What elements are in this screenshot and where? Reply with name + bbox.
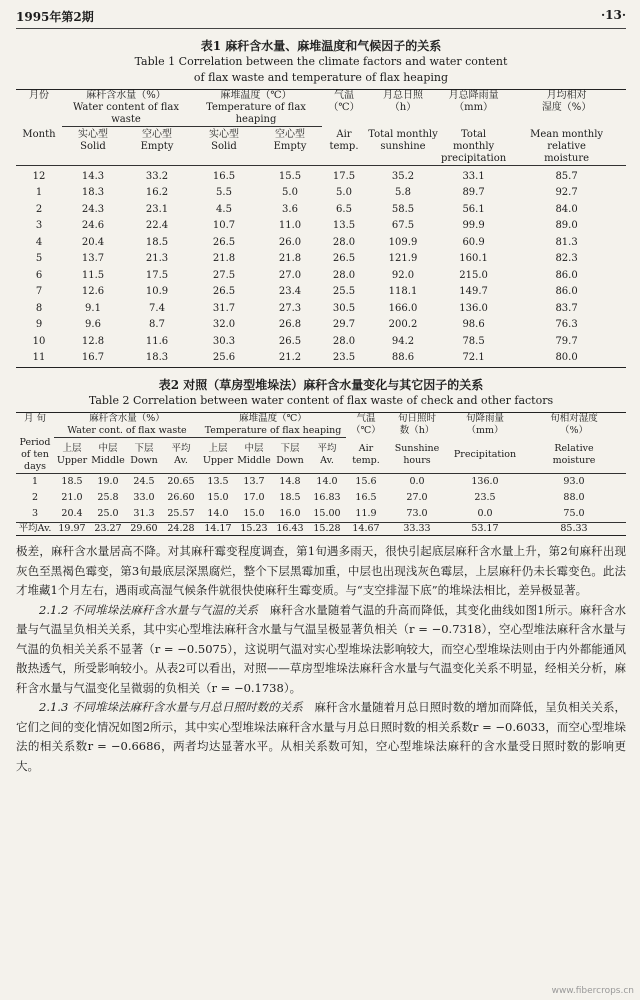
t1-cell: 18.5 [145,236,169,248]
table2-caption-zh: 表2 对照（草房型堆垛法）麻秆含水量变化与其它因子的关系 [158,377,484,392]
t1-head-temp-zh: 麻堆温度（℃） [220,90,292,101]
t1-head-empty-2: 空心型 Empty [258,127,322,166]
table2-average-row [16,523,626,536]
t1-cell: 23.1 [145,203,169,215]
t1-cell: 121.9 [388,253,418,265]
t2-cell: 25.57 [167,508,195,519]
t1-row [16,301,626,318]
t1-head-water-zh: 麻秆含水量（%） [86,90,166,101]
t1-cell: 11.0 [278,220,302,232]
t1-cell: 79.7 [555,335,578,347]
t1-cell: 84.0 [555,203,578,215]
t2-avg-cell: 53.17 [448,523,522,536]
t1-cell: 11 [32,352,46,364]
t2-cell: 27.0 [406,492,428,503]
t1-head-solid-2: 实心型 Solid [190,127,258,166]
t1-cell: 109.9 [388,236,418,248]
t2-head-down-1: 下层 Down [126,437,162,474]
t1-cell: 56.1 [462,203,485,215]
t2-avg-cell: 24.28 [162,523,200,536]
t1-head-empty-1: 空心型 Empty [124,127,190,166]
t2-head-upper-2: 上层 Upper [200,437,236,474]
t1-row [16,251,626,268]
t2-cell: 16.0 [279,508,301,519]
t2-avg-cell: 15.28 [308,523,346,536]
section-2-1-2-text: 麻秆含水量随着气温的升高而降低，其变化曲线如图1所示。麻秆含水量与气温呈负相关关系，其中实心型堆法麻秆含水量与气温呈极显著负相关（r = −0.7318），空心型堆法麻秆含水量与气温的负相关关系不显著（r = −0.5075），这说明气温对实心型堆垛法影响较大，而空心型堆垛法则由于内外都能通风散热透气，所受影响较小。从表2可以看出，对照——草房型堆垛法麻秆含水量与气温变化关系不明显，经相关分析，麻秆含水量与气温变化呈微弱的负相关（r = −0.1738）。 [16,602,627,695]
t1-cell: 33.1 [462,170,485,182]
t1-head-air-en: Air temp. [322,127,366,166]
t1-cell: 60.9 [462,236,485,248]
body-text [16,542,626,776]
t1-head-prec-en: Total monthly precipitation [441,128,507,164]
t1-cell: 4 [35,236,43,248]
t2-cell: 26.60 [167,492,195,503]
t1-cell: 11.5 [81,269,105,281]
watermark: www.fibercrops.cn [551,986,634,996]
t1-cell: 215.0 [459,269,488,281]
t1-cell: 149.7 [459,286,488,298]
t1-cell: 83.7 [555,302,578,314]
t2-head-middle-2: 中层 Middle [236,437,272,474]
t2-cell: 13.7 [243,476,265,487]
table1-body [16,165,626,367]
t1-head-hum-en: Mean monthly relative moisture [507,127,626,166]
t2-head-temp-en: Temperature of flax heaping [200,425,346,438]
t2-head-av-2: 平均 Av. [308,437,346,474]
page-number: ·13· [600,8,626,22]
running-head [16,8,626,29]
t2-head-sun-en: Sunshine hours [386,437,448,474]
t1-cell: 12 [32,170,46,182]
t2-head-hum-en: Relative moisture [522,437,626,474]
t1-cell: 16.5 [212,170,236,182]
t1-cell: 78.5 [462,335,485,347]
t1-cell: 8 [35,302,43,314]
t2-cell: 88.0 [563,492,585,503]
t1-cell: 7.4 [149,302,165,314]
t2-avg-cell: 29.60 [126,523,162,536]
t1-cell: 160.1 [459,253,488,265]
t1-cell: 166.0 [388,302,418,314]
t1-cell: 3 [35,220,43,232]
t1-cell: 17.5 [332,170,356,182]
t1-cell: 86.0 [555,286,578,298]
t2-avg-cell: 15.23 [236,523,272,536]
section-2-1-2 [16,601,626,699]
t1-cell: 89.0 [555,220,578,232]
t1-row [16,165,626,185]
t2-cell: 21.0 [61,492,83,503]
t2-cell: 75.0 [563,508,585,519]
t1-cell: 23.4 [278,286,302,298]
t2-cell: 16.5 [355,492,377,503]
t1-cell: 200.2 [388,319,418,331]
t2-avg-cell: 19.97 [54,523,90,536]
t2-cell: 11.9 [355,508,377,519]
t1-cell: 10.7 [212,220,236,232]
t1-cell: 33.2 [145,170,169,182]
t2-row [16,506,626,523]
t1-head-hum: 月均相对 湿度（%） [541,90,592,113]
t2-cell: 23.5 [474,492,496,503]
table2 [16,412,626,537]
t1-cell: 76.3 [555,319,578,331]
t2-avg-cell: 14.17 [200,523,236,536]
t1-cell: 88.6 [391,352,415,364]
t1-cell: 136.0 [459,302,488,314]
t1-row [16,235,626,252]
t1-cell: 5.0 [336,187,352,199]
t2-head-water-zh: 麻秆含水量（%） [89,412,165,424]
t2-head-prec: 旬降雨量 （mm） [465,412,504,436]
t1-row [16,185,626,202]
t1-row [16,218,626,235]
t1-cell: 12.8 [81,335,105,347]
t2-head-upper-1: 上层 Upper [54,437,90,474]
table1 [16,89,626,368]
t1-cell: 1 [35,187,43,199]
t2-cell: 18.5 [61,476,83,487]
section-2-1-3 [16,698,626,776]
t1-cell: 94.2 [391,335,415,347]
t2-head-av-1: 平均 Av. [162,437,200,474]
t2-cell: 3 [31,508,39,519]
t1-cell: 26.5 [212,286,236,298]
journal-issue: 1995年第2期 [16,10,94,24]
t1-cell: 26.5 [212,236,236,248]
t1-head-prec: 月总降雨量 （mm） [448,90,499,113]
t1-cell: 4.5 [216,203,232,215]
t2-cell: 19.0 [97,476,119,487]
t1-cell: 9.6 [85,319,101,331]
t2-cell: 16.83 [313,492,341,503]
t1-cell: 81.3 [555,236,578,248]
t1-head-water-en: Water content of flax waste [62,102,190,127]
table1-caption-en-1: Table 1 Correlation between the climate factors and water content [134,55,508,68]
t2-cell: 136.0 [471,476,499,487]
t2-avg-cell: 33.33 [386,523,448,536]
t1-cell: 32.0 [212,319,236,331]
t1-cell: 30.5 [332,302,356,314]
t1-row [16,317,626,334]
t1-cell: 67.5 [391,220,415,232]
t2-cell: 24.5 [133,476,155,487]
t2-row [16,490,626,506]
t2-cell: 15.0 [243,508,265,519]
t2-cell: 13.5 [207,476,229,487]
t1-cell: 9 [35,319,43,331]
t1-cell: 58.5 [391,203,415,215]
t1-cell: 21.2 [278,352,302,364]
t1-cell: 26.0 [278,236,302,248]
t2-cell: 15.6 [355,476,377,487]
t1-cell: 29.7 [332,319,356,331]
t1-cell: 18.3 [145,352,169,364]
t1-cell: 89.7 [462,187,485,199]
t1-cell: 28.0 [332,236,356,248]
table1-caption-en-2: of flax waste and temperature of flax heaping [193,71,449,84]
t1-cell: 82.3 [555,253,578,265]
t2-head-prec-en: Precipitation [448,437,522,474]
t1-cell: 15.5 [278,170,302,182]
t1-cell: 24.6 [81,220,105,232]
t1-cell: 21.3 [145,253,169,265]
t1-cell: 5.5 [216,187,232,199]
t1-cell: 28.0 [332,335,356,347]
t1-cell: 86.0 [555,269,578,281]
t1-row [16,268,626,285]
t2-cell: 25.0 [97,508,119,519]
t1-cell: 99.9 [462,220,485,232]
t1-cell: 92.7 [555,187,578,199]
t2-head-middle-1: 中层 Middle [90,437,126,474]
t1-row [16,334,626,351]
t1-cell: 30.3 [212,335,236,347]
t1-head-sun-en: Total monthly sunshine [366,127,440,166]
t1-cell: 26.5 [278,335,302,347]
t1-cell: 6.5 [336,203,352,215]
t2-head-air-en: Air temp. [346,437,386,474]
t1-cell: 9.1 [85,302,101,314]
t1-cell: 25.5 [332,286,356,298]
t2-cell: 25.8 [97,492,119,503]
t2-cell: 20.4 [61,508,83,519]
t2-cell: 31.3 [133,508,155,519]
t1-cell: 72.1 [462,352,485,364]
t1-cell: 25.6 [212,352,236,364]
t1-cell: 14.3 [81,170,105,182]
t2-head-period-en: Period of ten days [16,437,54,474]
table1-caption-zh: 表1 麻秆含水量、麻堆温度和气候因子的关系 [200,39,442,53]
t2-cell: 17.0 [243,492,265,503]
t2-row [16,474,626,491]
t2-cell: 14.0 [207,508,229,519]
t1-cell: 21.8 [212,253,236,265]
t2-head-temp-zh: 麻堆温度（℃） [239,412,307,424]
t2-cell: 20.65 [167,476,195,487]
t2-cell: 2 [31,492,39,503]
section-2-1-3-title: 2.1.3 不同堆垛法麻秆含水量与月总日照时数的关系 [39,700,303,714]
t2-cell: 18.5 [279,492,301,503]
t2-cell: 0.0 [477,508,493,519]
t2-cell: 73.0 [406,508,428,519]
t1-cell: 13.7 [81,253,105,265]
t2-cell: 14.8 [279,476,301,487]
t1-cell: 17.5 [145,269,169,281]
t1-head-solid-1: 实心型 Solid [62,127,124,166]
t1-cell: 8.7 [149,319,165,331]
t2-cell: 1 [31,476,39,487]
t2-cell: 15.0 [207,492,229,503]
t1-cell: 85.7 [555,170,578,182]
t1-cell: 10.9 [145,286,169,298]
t1-cell: 5.8 [395,187,411,199]
t1-row [16,202,626,219]
t1-cell: 5 [35,253,43,265]
t1-cell: 12.6 [81,286,105,298]
table2-caption-en: Table 2 Correlation between water content of flax waste of check and other factors [88,393,554,407]
t1-head-month-en: Month [16,127,62,166]
t2-cell: 93.0 [563,476,585,487]
t1-cell: 35.2 [391,170,415,182]
t1-cell: 2 [35,203,43,215]
t1-cell: 23.5 [332,352,356,364]
t1-cell: 18.3 [81,187,105,199]
t1-cell: 6 [35,269,43,281]
t1-cell: 22.4 [145,220,169,232]
t1-row [16,350,626,367]
t2-head-air: 气温 （℃） [351,412,381,436]
t1-cell: 26.8 [278,319,302,331]
paragraph-1: 极差，麻秆含水量居高不降。对其麻秆霉变程度调查，第1旬遇多雨天，很快引起底层麻秆含水量上升，第2旬麻秆出现灰色至黑褐色霉变，第3旬最底层深黑腐烂，整个下层黑霉加重，中层也出现浅灰色霉层，上层麻秆仍未长霉变色。此法才堆藏1个月左右，遇雨或高湿气候条件就很快使麻秆生霉变质。与“支空排湿下底”的堆垛法相比，差异极显著。 [16,544,626,597]
t2-head-down-2: 下层 Down [272,437,308,474]
t1-cell: 98.6 [462,319,485,331]
t1-cell: 5.0 [282,187,298,199]
t1-cell: 26.5 [332,253,356,265]
t2-head-period-zh: 月 旬 [23,412,47,424]
t2-cell: 15.00 [313,508,341,519]
table2-body [16,474,626,523]
t1-head-month-zh: 月份 [29,90,49,101]
t1-cell: 16.7 [81,352,105,364]
t1-cell: 13.5 [332,220,356,232]
t2-avg-cell: 23.27 [90,523,126,536]
t1-cell: 27.5 [212,269,236,281]
t1-cell: 27.3 [278,302,302,314]
t2-head-sun: 旬日照时 数（h） [397,412,436,436]
t1-cell: 27.0 [278,269,302,281]
t1-cell: 118.1 [388,286,418,298]
t1-head-sun: 月总日照 （h） [383,90,423,113]
t2-avg-cell: 85.33 [522,523,626,536]
t1-cell: 28.0 [332,269,356,281]
t2-cell: 0.0 [409,476,425,487]
t1-cell: 31.7 [212,302,236,314]
t2-avg-cell: 16.43 [272,523,308,536]
t1-head-air: 气温 （℃） [328,90,360,113]
t1-row [16,284,626,301]
t2-cell: 14.0 [316,476,338,487]
t2-head-water-en: Water cont. of flax waste [54,425,200,438]
t1-cell: 80.0 [555,352,578,364]
t2-avg-label: 平均Av. [16,523,54,536]
t1-head-temp-en: Temperature of flax heaping [190,102,322,127]
t1-cell: 92.0 [391,269,415,281]
section-2-1-3-text: 麻秆含水量随着月总日照时数的增加而降低，呈负相关关系，它们之间的变化情况如图2所示，其中实心型堆垛法麻秆含水量与月总日照时数的相关系数r = −0.6033，而空心型堆垛法的相关系数r = −0.6686，两者均达显著水平。从相关系数可知，空心型堆垛法麻秆的含水量受日照时数的影响更大。 [16,700,626,773]
t1-cell: 20.4 [81,236,105,248]
t2-avg-cell: 14.67 [346,523,386,536]
t2-cell: 33.0 [133,492,155,503]
t1-cell: 7 [35,286,43,298]
t1-cell: 16.2 [145,187,169,199]
t1-cell: 10 [32,335,46,347]
t1-cell: 24.3 [81,203,105,215]
t1-cell: 3.6 [282,203,298,215]
section-2-1-2-title: 2.1.2 不同堆垛法麻秆含水量与气温的关系 [39,602,259,617]
t2-head-hum: 旬相对湿度 （%） [550,412,598,436]
t1-cell: 21.8 [278,253,302,265]
t1-cell: 11.6 [145,335,169,347]
